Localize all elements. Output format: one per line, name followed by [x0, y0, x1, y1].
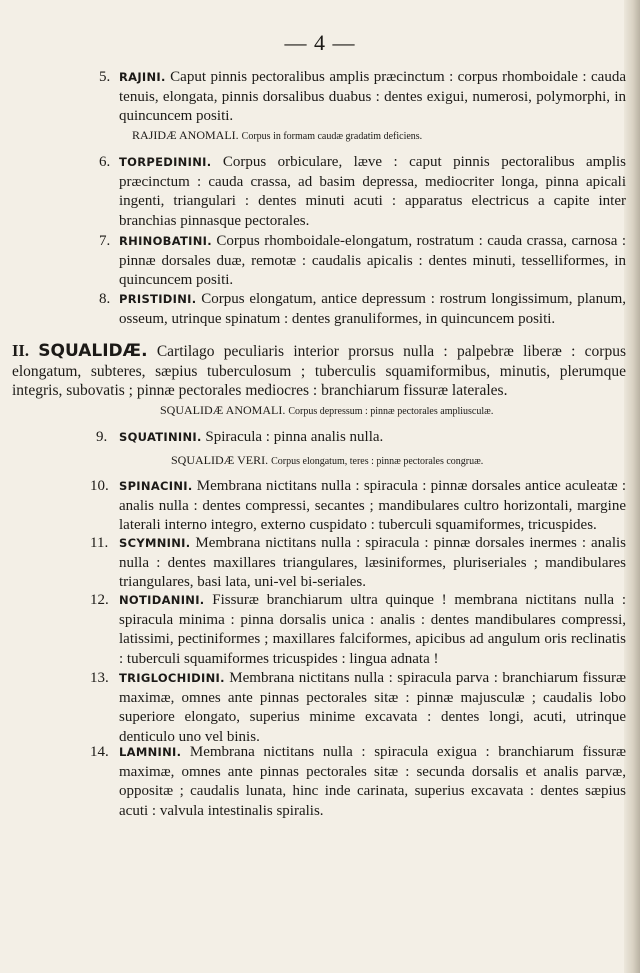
note-rajidae-anomali [132, 127, 422, 145]
entry-torpedinini [66, 153, 626, 231]
note-squalidae-anomali [160, 402, 493, 420]
note-text: Corpus in formam caudæ gradatim deficiens. [241, 131, 423, 142]
section-squalidae [12, 341, 626, 401]
tribe-name: LAMNINI. [119, 745, 182, 759]
entry-number: 5. [99, 69, 111, 85]
entry-text: Membrana nictitans nulla : spiracula parva : branchiarum fissuræ maximæ, omnes ante pinnas pectorales sitæ : pinnæ majusculæ ; caudalis lobo superiore elongato, superius minime excavata : dentes longi, acuti, utrinque denticulo uno vel binis. [119, 670, 627, 745]
entry-text: Corpus orbiculare, læve : caput pinnis pectoralibus amplis præcinctum : cauda crassa, ad basim depressa, mediocriter longa, pinna apicali ingenti, triangulari : dentes minuti acuti : apparatus electricus a capite inter branchias pinnasque pectorales. [119, 154, 626, 229]
entry-text: Membrana nictitans nulla : spiracula : pinnæ dorsales inermes : analis nulla : dentes maxillares triangulares, læsiniformes, pluriseriales ; mandibulares triangulares, basi lata, uni-vel bi-seriales. [119, 535, 627, 590]
entry-text: Spiracula : pinna analis nulla. [205, 429, 384, 445]
entry-lamnini [66, 743, 626, 821]
entry-body [66, 477, 626, 536]
entry-number: 12. [90, 592, 109, 608]
entry-body [66, 743, 626, 821]
note-label: SQUALIDÆ VERI. [171, 453, 269, 467]
entry-body [66, 68, 626, 127]
tribe-name: PRISTIDINI. [119, 292, 197, 306]
tribe-name: SQUATININI. [119, 430, 202, 444]
entry-body [66, 428, 626, 448]
note-squalidae-veri [171, 452, 483, 470]
entry-pristidini [66, 290, 626, 329]
note-text: Corpus depressum : pinnæ pectorales ampliusculæ. [288, 406, 494, 417]
entry-body [66, 669, 626, 747]
tribe-name: NOTIDANINI. [119, 593, 205, 607]
entry-number: 6. [99, 154, 111, 170]
entry-spinacini [66, 477, 626, 536]
note-label: RAJIDÆ ANOMALI. [132, 128, 239, 142]
section-text: Cartilago peculiaris interior prorsus nulla : palpebræ liberæ : corpus elongatum, subteres, sæpius tuberculosum ; tuberculis squamiformibus, minutis, plerumque integris, subovatis ; pinnæ pectorales mediocres : branchiarum fissuræ laterales. [12, 343, 626, 399]
entry-body [66, 232, 626, 291]
entry-number: 8. [99, 291, 111, 307]
entry-body [66, 591, 626, 669]
entry-text: Corpus elongatum, antice depressum : rostrum longissimum, planum, osseum, utrinque spinatum : dentes granuliformes, in quincuncem positi. [119, 291, 627, 327]
entry-body [66, 290, 626, 329]
entry-number: 9. [96, 429, 108, 445]
entry-text: Membrana nictitans nulla : spiracula exigua : branchiarum fissuræ maximæ, omnes ante pinnas pectorales sitæ : secunda dorsalis et analis parvæ, oppositæ ; caudalis lunata, hinc inde carinata, superius excavata : dentes sæpius acuti : valvula intestinalis spiralis. [119, 744, 627, 819]
entry-body [66, 534, 626, 593]
entry-number: 10. [90, 478, 109, 494]
page-number: — 4 — [284, 30, 356, 55]
entry-squatinini [66, 428, 626, 448]
tribe-name: TRIGLOCHIDINI. [119, 671, 225, 685]
tribe-name: TORPEDININI. [119, 155, 212, 169]
entry-number: 11. [90, 535, 109, 551]
entry-scymnini [66, 534, 626, 593]
section-numeral: II. [12, 341, 29, 360]
tribe-name: SPINACINI. [119, 479, 193, 493]
entry-text: Membrana nictitans nulla : spiracula : pinnæ dorsales antice aculeatæ : analis nulla : dentes compressi, secantes ; mandibulares cultro horizontali, margine laterali interno integro, externo cuspidato : tuberculi squamiformes, tricuspides. [119, 478, 627, 533]
tribe-name: SCYMNINI. [119, 536, 191, 550]
note-label: SQUALIDÆ ANOMALI. [160, 403, 286, 417]
section-name: SQUALIDÆ. [38, 341, 148, 361]
entry-triglochidini [66, 669, 626, 747]
tribe-name: RHINOBATINI. [119, 234, 212, 248]
entry-text: Caput pinnis pectoralibus amplis præcinctum : corpus rhomboidale : cauda tenuis, elongata, pinnis dorsalibus duabus : dentes exigui, numerosi, polymorphi, in quincuncem positi. [119, 69, 626, 124]
entry-number: 7. [99, 233, 111, 249]
entry-number: 14. [90, 744, 109, 760]
entry-notidanini [66, 591, 626, 669]
entry-body [66, 153, 626, 231]
entry-rhinobatini [66, 232, 626, 291]
note-text: Corpus elongatum, teres : pinnæ pectorales congruæ. [271, 456, 484, 467]
tribe-name: RAJINI. [119, 70, 166, 84]
page-edge-shadow [624, 0, 640, 973]
entry-text: Fissuræ branchiarum ultra quinque ! membrana nictitans nulla : spiracula minima : pinna dorsalis unica : analis : dentes mandibulares compressi, latissimi, pectiniformes ; maxillares falciformes, apicibus ad angulum oris reclinatis : tuberculi squamiformes tricuspides : lingua adnata ! [119, 592, 627, 667]
entry-rajini [66, 68, 626, 127]
entry-text: Corpus rhomboidale-elongatum, rostratum : cauda crassa, carnosa : pinnæ dorsales duæ, remotæ : caudalis apicalis : dentes minuti, tesselliformes, in quincuncem positi. [119, 233, 626, 288]
entry-number: 13. [90, 670, 109, 686]
